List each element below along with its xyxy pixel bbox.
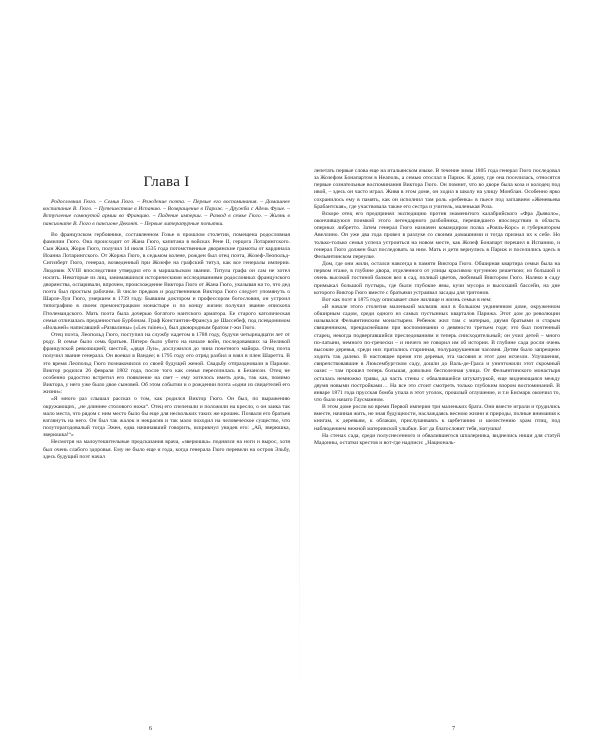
paragraph: Отец поэта, Леопольд Гюго, поступил на службу кадетом в 1788 году, будучи четырнадцати лет от роду. В семье было семь братьев. Пятеро было убито на начале войн, последовавших за Великой французской революцией; шестой, «дядя Луи», дослужился до чина почетного майора. Отец поэта получил звание генерала. Он воевал в Вандее; в 1795 году его отряд разбил и взял в плен Шаретта. В это время Леопольд Гюго познакомился со своей будущей женой. Свадьбу отпраздновали в Париже. Виктор родился 26 февраля 1802 года, после того как семья переселилась в Безансон. Отец не особенно радостно встретил его появление на свет – ему хотелось иметь дочь, так как, помимо Виктора, у него уже было двое сыновей. Об этом событии и о рождении поэта «одни из свидетелей его жизни»: bbox=[43, 332, 290, 396]
chapter-synopsis: Родословная Гюго. – Семья Гюго. – Рождение поэта. – Первые его воспоминания. – Домашнее воспитание В. Гюго. – Путешествие в Испанию. – Возвращение в Париж. – Дружба с Адель Фуше. – Вступление сомкнутой армии во Францию. – Падение империи. – Развод в семье Гюго. – Жизнь в пансионате В. Гюго в пансионе Деконт. – Первые литературные попытки. bbox=[43, 199, 290, 227]
paragraph: лепетать первые слова еще на итальянском языке. В течение зимы 1805 года генерал Гюго последовал за Жозефом Бонапартом в Неаполь, а семью отослал в Париж. К дому, где она поселилась, относятся первые сознательные воспоминания Виктора Гюго. Он помнит, что во дворе была коза и колодец под ивой, – здесь он часто играл. Живя в этом доме, он ходил в школу на улицу Монблан. Особенно ярко сохранилось ему в память, как он исполнил там роль «ребенка» в пьесе под заглавием «Женевьева Брабантская», где участвовала также его сестра и учитель, маленькая Роза. bbox=[314, 168, 560, 210]
paragraph: Несмотря на малоутешительные предсказания врача, «зверюшка» поднялся на ноги и вырос, хотя был очень слабого здоровья. Ему не было еще и года, когда генерала Гюго перевели на остров Эльбу, здесь будущий поэт начал bbox=[43, 439, 290, 460]
quote-paragraph: «Я много раз слышал рассказ о том, как родился Виктор Гюго. Он был, по выражению окружающих, „не длиннее столового ножа“. Отец его спеленали и положили на кресло, о он заика так мало места, что рядом с ним место было бы еще для нескольких таких же крошек. Позвали его братьев взглянуть на него. Он был так жалок и некрасив и так мало походил на человеческое существо, что полуторагодовалый тогда Эжен, едва начинавший говорить, вскрикнул увидев его: „Ай, зверюшка, зверюшка!“» bbox=[43, 396, 290, 439]
chapter-title: Глава I bbox=[143, 174, 190, 190]
paragraph: На стенах сада, среди полуснесенного и обвалившегося шпалерника, виднелись ниши для статуй Мадонны, остатки крестов и вот-где надписи: „Националь- bbox=[314, 432, 560, 446]
paragraph: Дом, где они жили, остался навсегда в памяти Виктора Гюго. Обширная квартира семьи была на первом этаже, в глубине двора, отделенного от улицы красивою чугунною решеткою; из большой и очень высокой гостиной балкон вел в сад, полный цветов, любимый Виктором Гюго. Налево в саду примыкал большой пустырь, где были глубокие ямы, кучи мусора и высохший бассейн, на дне которого Виктор Гюго вместе с братьями устраивал засады для тритонов. bbox=[314, 261, 560, 296]
quote-paragraph: «В начале этого столетия маленький мальчик жил в большом уединенном доме, окруженном обширным садом, среди одного из самых пустынных кварталов Парижа. Этот дом до революции назывался Фельянтинским монастырем. Ребенок жил там с матерью, двумя братьями и старым священником, прекраснейшим при воспоминании о девяносто третьем годе; это был почтенный старец, некогда подвергавшийся преследованиям и теперь снисходительный; он учил детей – много по-латыни, немного по-гречески – и ничего не говорил им об истории. В глубине сада росли очень высокие деревья, среди них прятались старинная, полуразрушенная часовня. Детям было запрещено ходить так далеко. В настоящее время эти деревья, эта часовня и этот дом исчезли. Улучшения, свирепствовавшие в Люксембургском саду, дошли до Валь-де-Граса и уничтожили этот скромный оазис – там прошел теперь большая, довольно бесполезная улица. От Фельянтинского монастыря осталась немножко травы, да часть стены с обвалившейся штукатуркой, еще виднеющаяся между двумя новыми постройками… На все это стоит смотреть только глубоким взором воспоминаний. В январе 1871 года прусская бомба упала в этот уголок, прошлый оглушение, и т.н Бисмарк окончил то, что было начато Гаусманном. bbox=[314, 303, 560, 403]
paragraph: Вскоре отец его предпринял экспедицию против знаменитого калабрийского «Фра Дьяволо», окончившуюся поимкой этого легендарного разбойника, перешедшего впоследствии в область оперных либретто. Затем генерал Гюго назначен командиром полка «Рояль-Корс» и губернатором Авеллино. Он уже два года провел в разлуке со своими домашними и тогда признал их к себе. Но только-только семья успела устроиться на новом месте, как Жозеф Бонапарт перешел в Испанию, и генерал Гюго должен был последовать за ним. Мать и дети вернулись в Париж и поселились здесь в Фельянтинском переулке. bbox=[314, 210, 560, 260]
right-page bbox=[300, 0, 600, 750]
paragraph: Вот как поэт в 1875 году описывает свое жилище и жизнь семьи в нем: bbox=[322, 296, 492, 303]
page-number: 6 bbox=[149, 726, 152, 732]
page-number: 7 bbox=[452, 726, 455, 732]
paragraph: В этом доме росли во время Первой империи три маленьких брата. Они вместе играли и трудились вместе, начиная жить, не зная будущности, наслаждаясь весною жизни и природы, полные внимания к книгам, к деревьям, к облакам, прислушиваясь к щебетанию и шелестению храм птиц, под наблюдением нежной материнской улыбки. Бог да благословит тебя, матушка! bbox=[314, 404, 560, 432]
paragraph: Во французском гербовнике, составленном Гозье в прошлом столетии, помещена родословная фамилии Гюго. Она происходит от Жана Гюго, капитана в войсках Рене II, герцога Лотарингского. Сын Жана, Жорж Гюго, получил 14 июля 1535 года потомственные дворянские грамоты от кардинала Иоанна Лотарингского. От Жоржа Гюго, в седьмом колене, рожден был отец поэта, Жозеф-Леопольд-Сигизберт Гюго, генерал, возведенный при Жозефе на графский титул, как все генералы империи. Людовик XVIII впоследствии утвердил его в маршальском звании. Титула графа он сам не хотел носить. Некоторые из лиц, занимавшихся историческими исследованиями родословных французского дворянства, оспаривали, впрочем, происхождение Виктора Гюго от Жана Гюго, указывая на то, что дед поэта был простым рабочим. В числе предков и родственников Виктора Гюго следует упомянуть о Шарле-Луи Гюго, умершем в 1739 году. Бывшим доктором и профессором богословия, он устроил типографию в своем премонстрацком монастыре и по концу жизни получил звание епископа Птолемаидского. Мать поэта была дочерью богатого нантского арматора. Ее старого католическая семья отличалась преданностью Бурбонам. Граф Константин-Франсуа де Шассебеф, под псевдонимом «Вольней» написавший «Развалины» («Les ruines»), был двоюродным братом г-жи Гюго. bbox=[43, 231, 290, 331]
